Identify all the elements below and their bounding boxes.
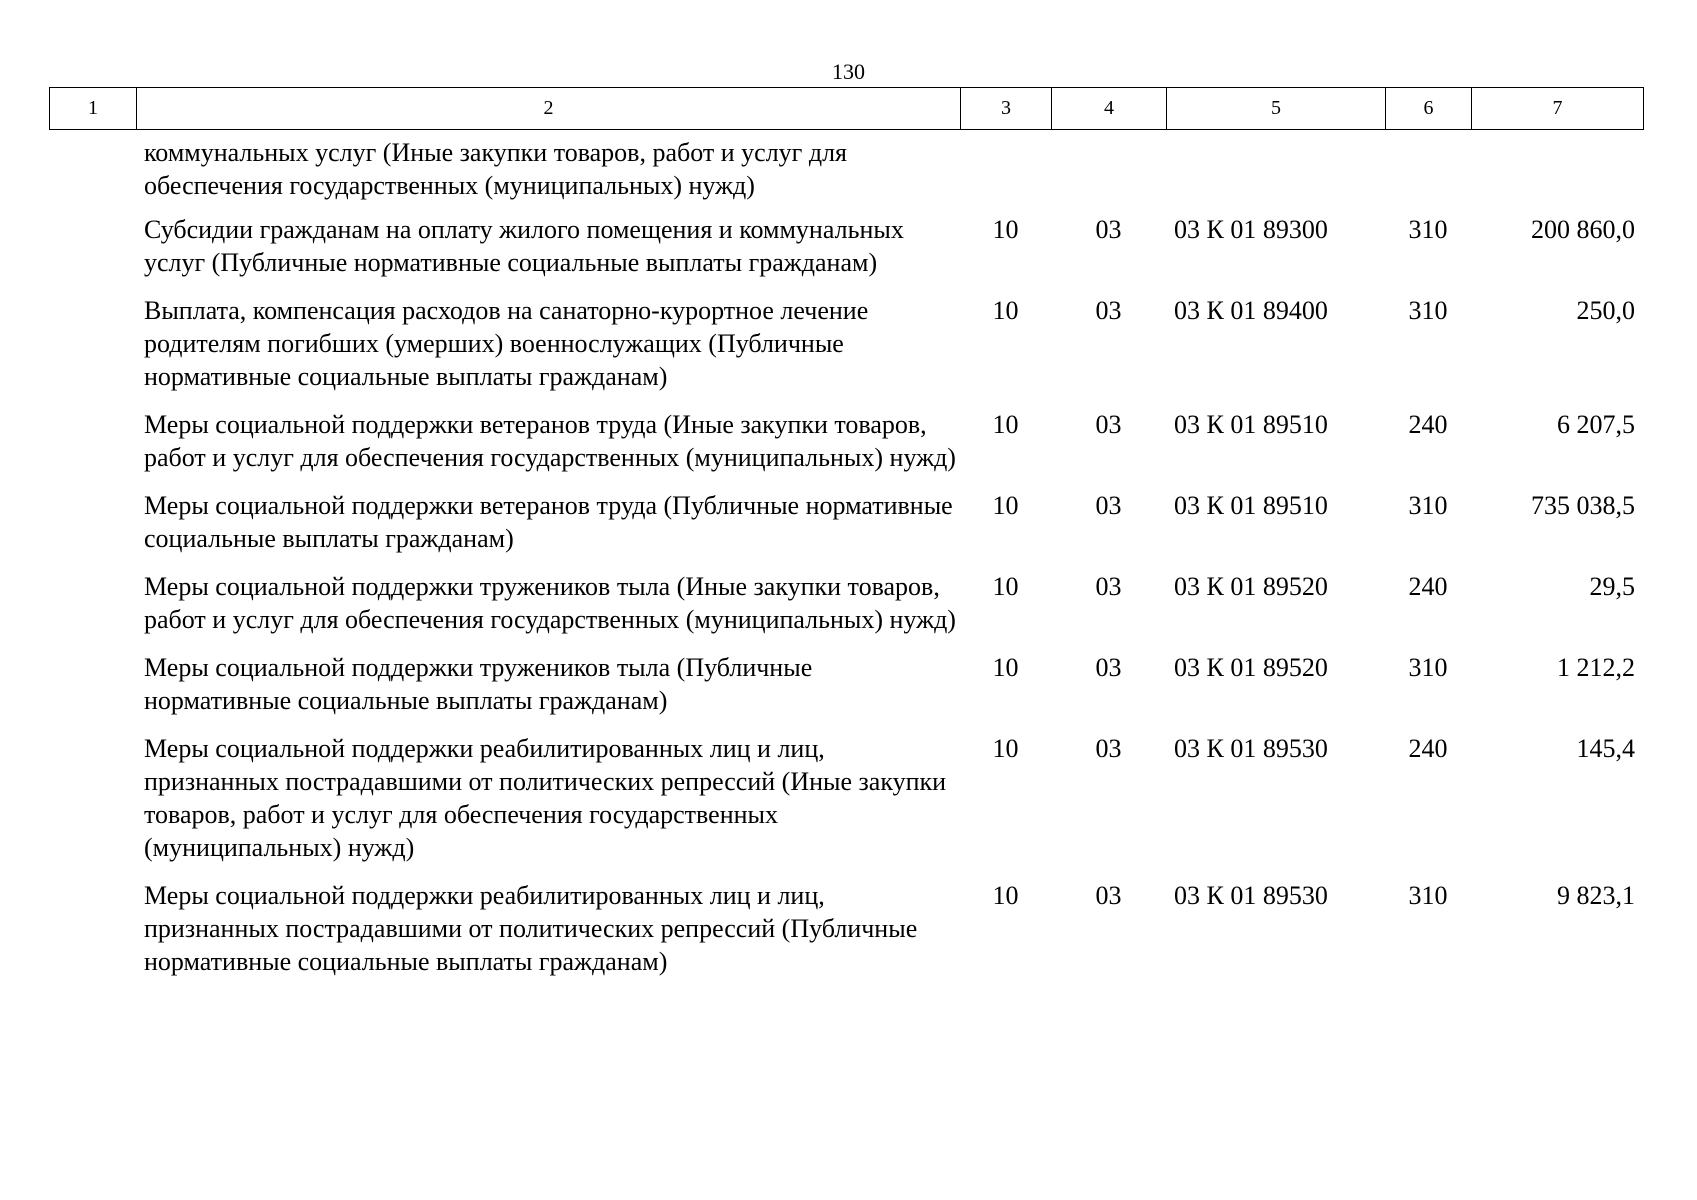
cell-subsection: 03 — [1095, 410, 1122, 439]
table-body — [49, 136, 1643, 978]
table-row — [49, 136, 1643, 202]
cell-section: 10 — [992, 734, 1019, 763]
table-row — [49, 294, 1643, 393]
cell-section: 10 — [992, 572, 1019, 601]
cell-target-code: 03 К 01 89400 — [1174, 296, 1328, 325]
cell-description: Меры социальной поддержки ветеранов труда (Публичные нормативные социальные выплаты гражданам) — [144, 491, 953, 553]
header-col-5: 5 — [1167, 88, 1386, 130]
cell-expense-type: 310 — [1408, 491, 1448, 520]
cell-description: Меры социальной поддержки ветеранов труда (Иные закупки товаров, работ и услуг для обеспечения государственных (муниципальных) нужд) — [144, 410, 956, 472]
cell-subsection: 03 — [1095, 881, 1122, 910]
table-row — [49, 408, 1643, 474]
cell-description: Меры социальной поддержки реабилитированных лиц и лиц, признанных пострадавшими от политических репрессий (Публичные нормативные социальные выплаты гражданам) — [144, 881, 918, 976]
cell-amount: 735 038,5 — [1531, 491, 1635, 520]
header-col-2: 2 — [137, 88, 961, 130]
table-row — [49, 570, 1643, 636]
cell-expense-type — [1385, 136, 1471, 202]
cell-section: 10 — [992, 410, 1019, 439]
cell-target-code: 03 К 01 89300 — [1174, 215, 1328, 244]
cell-subsection: 03 — [1095, 296, 1122, 325]
cell-expense-type: 310 — [1408, 653, 1448, 682]
cell-expense-type: 240 — [1408, 572, 1448, 601]
cell-amount: 145,4 — [1576, 734, 1635, 763]
cell-amount: 1 212,2 — [1557, 653, 1635, 682]
header-row — [50, 88, 1644, 130]
header-col-3: 3 — [961, 88, 1052, 130]
cell-target-code — [1166, 136, 1385, 202]
cell-subsection: 03 — [1095, 215, 1122, 244]
column-header-table — [49, 87, 1644, 130]
header-col-4: 4 — [1052, 88, 1167, 130]
cell-expense-type: 240 — [1408, 734, 1448, 763]
cell-amount: 6 207,5 — [1557, 410, 1635, 439]
cell-amount: 250,0 — [1576, 296, 1635, 325]
header-col-7: 7 — [1472, 88, 1644, 130]
cell-amount — [1471, 136, 1643, 202]
cell-description: коммунальных услуг (Иные закупки товаров, работ и услуг для обеспечения государственных (муниципальных) нужд) — [144, 138, 848, 200]
page-number: 130 — [832, 59, 865, 84]
cell-section — [960, 136, 1051, 202]
cell-section: 10 — [992, 881, 1019, 910]
cell-description: Меры социальной поддержки реабилитированных лиц и лиц, признанных пострадавшими от политических репрессий (Иные закупки товаров, работ и услуг для обеспечения государственных (муниципальных) нужд) — [144, 734, 947, 862]
cell-expense-type: 310 — [1408, 296, 1448, 325]
cell-subsection: 03 — [1095, 572, 1122, 601]
cell-description: Меры социальной поддержки тружеников тыла (Публичные нормативные социальные выплаты гражданам) — [144, 653, 813, 715]
cell-expense-type: 310 — [1408, 881, 1448, 910]
cell-description: Субсидии гражданам на оплату жилого помещения и коммунальных услуг (Публичные нормативные социальные выплаты гражданам) — [144, 215, 904, 277]
cell-amount: 9 823,1 — [1557, 881, 1635, 910]
table-row — [49, 651, 1643, 717]
cell-subsection — [1051, 136, 1166, 202]
cell-section: 10 — [992, 491, 1019, 520]
table-row — [49, 489, 1643, 555]
cell-subsection: 03 — [1095, 734, 1122, 763]
cell-target-code: 03 К 01 89520 — [1174, 653, 1328, 682]
cell-target-code: 03 К 01 89530 — [1174, 881, 1328, 910]
cell-description: Меры социальной поддержки тружеников тыла (Иные закупки товаров, работ и услуг для обеспечения государственных (муниципальных) нужд) — [144, 572, 956, 634]
cell-section: 10 — [992, 653, 1019, 682]
table-row — [49, 213, 1643, 279]
header-col-1: 1 — [50, 88, 137, 130]
cell-amount: 200 860,0 — [1531, 215, 1635, 244]
cell-section: 10 — [992, 296, 1019, 325]
cell-subsection: 03 — [1095, 491, 1122, 520]
cell-target-code: 03 К 01 89510 — [1174, 410, 1328, 439]
table-row — [49, 879, 1643, 978]
cell-target-code: 03 К 01 89520 — [1174, 572, 1328, 601]
cell-subsection: 03 — [1095, 653, 1122, 682]
cell-target-code: 03 К 01 89510 — [1174, 491, 1328, 520]
cell-target-code: 03 К 01 89530 — [1174, 734, 1328, 763]
cell-expense-type: 240 — [1408, 410, 1448, 439]
cell-amount: 29,5 — [1589, 572, 1635, 601]
header-col-6: 6 — [1386, 88, 1472, 130]
cell-expense-type: 310 — [1408, 215, 1448, 244]
cell-description: Выплата, компенсация расходов на санаторно-курортное лечение родителям погибших (умерших) военнослужащих (Публичные нормативные социальные выплаты гражданам) — [144, 296, 869, 391]
cell-section: 10 — [992, 215, 1019, 244]
table-row — [49, 732, 1643, 864]
